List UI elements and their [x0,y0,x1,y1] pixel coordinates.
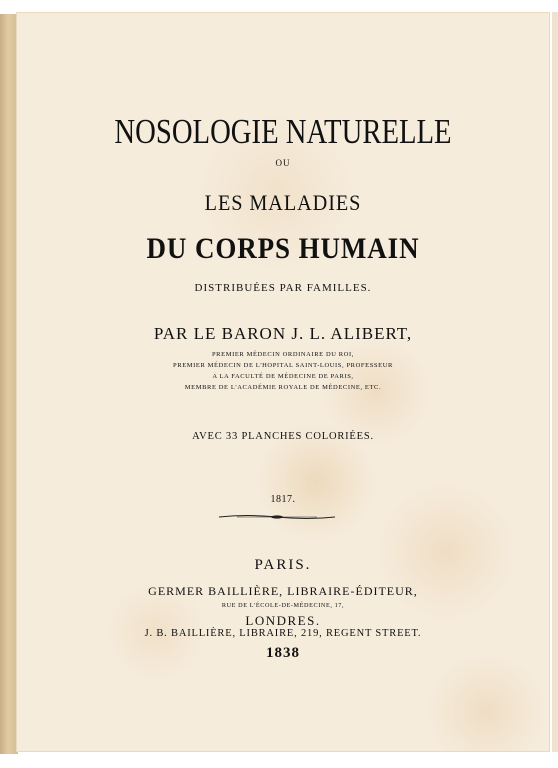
imprint-city-paris: PARIS. [254,557,312,573]
title-line-2: LES MALADIES [204,190,362,215]
plates-note: AVEC 33 PLANCHES COLORIÉES. [192,431,374,442]
title-conjunction: OU [275,158,291,168]
credential-line: MEMBRE DE L'ACADÉMIE ROYALE DE MÉDECINE, ETC. [184,384,382,391]
main-title: NOSOLOGIE NATURELLE [114,112,452,151]
imprint-year: 1838 [266,645,300,661]
imprint-address-paris: RUE DE L'ÉCOLE-DE-MÉDECINE, 17, [221,602,345,609]
title-page [16,12,550,752]
imprint-publisher-london: J. B. BAILLIÈRE, LIBRAIRE, 219, REGENT STREET. [144,628,422,639]
author-credentials [16,349,550,393]
credential-line: PREMIER MÉDECIN DE L'HOPITAL SAINT-LOUIS, PROFESSEUR [173,362,393,369]
title-line-3: DU CORPS HUMAIN [146,232,420,265]
credential-line: A LA FACULTÉ DE MÉDECINE DE PARIS, [212,373,354,380]
author-name: PAR LE BARON J. L. ALIBERT, [153,324,413,343]
imprint-publisher-paris: GERMER BAILLIÈRE, LIBRAIRE-ÉDITEUR, [148,584,418,598]
original-year: 1817. [270,494,296,505]
subtitle: DISTRIBUÉES PAR FAMILLES. [194,282,372,294]
ornament-rule [217,513,337,521]
imprint-city-london: LONDRES. [245,613,321,628]
page-edge [552,12,558,752]
credential-line: PREMIER MÉDECIN ORDINAIRE DU ROI, [211,351,355,358]
